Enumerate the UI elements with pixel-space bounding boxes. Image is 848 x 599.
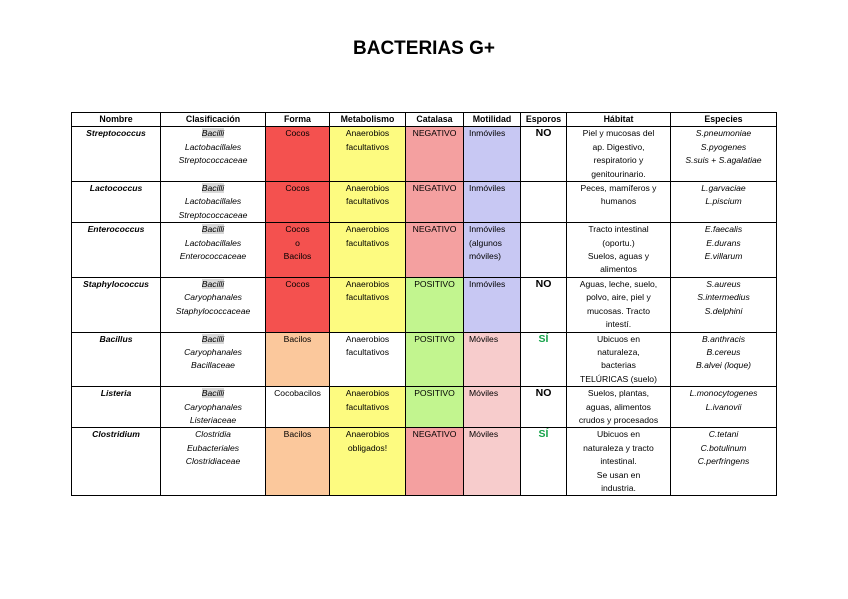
- motility-cell-line: Móviles: [469, 333, 499, 344]
- species-cell-line: C.perfringens: [697, 456, 750, 467]
- habitat-cell-line: polvo, aire, piel y: [586, 292, 651, 303]
- genus-name: Streptococcus: [72, 127, 161, 182]
- habitat-cell: [567, 387, 671, 428]
- classification-cell: [161, 332, 266, 387]
- motility-cell: [464, 332, 521, 387]
- species-cell-line: L.piscium: [705, 196, 742, 207]
- metabolism-cell: [330, 277, 406, 332]
- habitat-cell-line: Se usan en: [596, 469, 641, 480]
- habitat-cell-line: humanos: [600, 196, 637, 207]
- motility-cell: [464, 127, 521, 182]
- genus-name: Listeria: [72, 387, 161, 428]
- species-cell: [671, 223, 777, 278]
- habitat-cell-line: alimentos: [600, 264, 637, 275]
- habitat-cell-line: intestí.: [605, 319, 632, 330]
- habitat-cell-line: Suelos, plantas,: [587, 388, 650, 399]
- metabolism-cell-line: Anaerobios: [345, 278, 390, 289]
- page-title: BACTERIAS G+: [353, 38, 495, 59]
- species-cell: [671, 277, 777, 332]
- catalase-cell: POSITIVO: [406, 332, 464, 387]
- shape-cell: [266, 332, 330, 387]
- classification-cell: [161, 182, 266, 223]
- classification-cell-line: Bacilli: [201, 333, 225, 344]
- catalase-cell: POSITIVO: [406, 277, 464, 332]
- spores-cell: SÍ: [521, 428, 567, 496]
- column-header: Motilidad: [464, 113, 521, 127]
- shape-cell: [266, 387, 330, 428]
- catalase-cell: NEGATIVO: [406, 428, 464, 496]
- species-cell-line: S.pneumoniae: [695, 128, 752, 139]
- spores-cell: [521, 223, 567, 278]
- species-cell: [671, 182, 777, 223]
- table-row: [72, 223, 777, 278]
- spores-cell: [521, 182, 567, 223]
- table-row: [72, 127, 777, 182]
- spores-cell: NO: [521, 127, 567, 182]
- metabolism-cell-line: Anaerobios: [345, 183, 390, 194]
- habitat-cell-line: TELÚRICAS (suelo): [580, 373, 657, 384]
- classification-cell-line: Streptococcaceae: [178, 155, 248, 166]
- motility-cell-line: (algunos: [469, 237, 502, 248]
- species-cell-line: E.durans: [706, 237, 741, 248]
- metabolism-cell: [330, 428, 406, 496]
- motility-cell-line: Inmóviles: [469, 128, 506, 139]
- metabolism-cell-line: facultativos: [346, 346, 389, 357]
- species-cell: [671, 332, 777, 387]
- genus-name: Enterococcus: [72, 223, 161, 278]
- habitat-cell: [567, 332, 671, 387]
- genus-name: Staphylococcus: [72, 277, 161, 332]
- classification-cell-line: Clostridiaceae: [185, 456, 241, 467]
- classification-cell-line: Enterococcaceae: [179, 251, 247, 262]
- metabolism-cell: [330, 182, 406, 223]
- motility-cell: [464, 387, 521, 428]
- species-cell-line: B.cereus: [706, 346, 741, 357]
- table-row: [72, 332, 777, 387]
- classification-cell-line: Bacilli: [201, 224, 225, 235]
- species-cell-line: S.aureus: [706, 278, 741, 289]
- column-header: Catalasa: [406, 113, 464, 127]
- shape-cell-line: Bacilos: [283, 429, 312, 440]
- species-cell-line: B.anthracis: [702, 333, 745, 344]
- table-row: [72, 182, 777, 223]
- species-cell-line: E.faecalis: [704, 224, 743, 235]
- classification-cell: [161, 428, 266, 496]
- classification-cell-line: Lactobacillales: [184, 196, 242, 207]
- species-cell-line: B.alvei (loque): [696, 360, 751, 371]
- species-cell-line: L.garvaciae: [701, 183, 746, 194]
- spores-cell: NO: [521, 387, 567, 428]
- habitat-cell-line: Piel y mucosas del: [582, 128, 655, 139]
- motility-cell-line: móviles): [469, 251, 501, 262]
- species-cell-line: E.villarum: [704, 251, 743, 262]
- metabolism-cell-line: Anaerobios: [345, 333, 390, 344]
- habitat-cell-line: mucosas. Tracto: [586, 305, 651, 316]
- species-cell-line: S.pyogenes: [700, 141, 747, 152]
- shape-cell: [266, 428, 330, 496]
- metabolism-cell: [330, 223, 406, 278]
- catalase-cell: POSITIVO: [406, 387, 464, 428]
- header-row: [72, 113, 777, 127]
- catalase-cell: NEGATIVO: [406, 127, 464, 182]
- table-row: [72, 387, 777, 428]
- catalase-cell: NEGATIVO: [406, 182, 464, 223]
- classification-cell-line: Caryophanales: [184, 292, 242, 303]
- spores-cell: SÍ: [521, 332, 567, 387]
- species-cell-line: L.monocytogenes: [689, 388, 758, 399]
- column-header: Hábitat: [567, 113, 671, 127]
- table-row: [72, 428, 777, 496]
- classification-cell: [161, 387, 266, 428]
- table-row: [72, 277, 777, 332]
- classification-cell: [161, 223, 266, 278]
- genus-name: Bacillus: [72, 332, 161, 387]
- metabolism-cell-line: obligados!: [347, 442, 388, 453]
- column-header: Esporos: [521, 113, 567, 127]
- motility-cell-line: Inmóviles: [469, 183, 506, 194]
- habitat-cell: [567, 127, 671, 182]
- habitat-cell-line: ap. Digestivo,: [592, 141, 645, 152]
- bacteria-table: [71, 112, 777, 496]
- metabolism-cell-line: facultativos: [346, 237, 389, 248]
- classification-cell-line: Caryophanales: [184, 346, 242, 357]
- metabolism-cell-line: facultativos: [346, 401, 389, 412]
- species-cell-line: C.botulinum: [700, 442, 747, 453]
- classification-cell-line: Bacilli: [201, 388, 225, 399]
- habitat-cell-line: naturaleza y tracto: [583, 442, 654, 453]
- habitat-cell-line: respiratorio y: [593, 155, 644, 166]
- classification-cell: [161, 277, 266, 332]
- genus-name: Clostridium: [72, 428, 161, 496]
- species-cell-line: C.tetani: [708, 429, 739, 440]
- metabolism-cell: [330, 127, 406, 182]
- metabolism-cell-line: Anaerobios: [345, 128, 390, 139]
- habitat-cell-line: intestinal.: [600, 456, 637, 467]
- classification-cell-line: Lactobacillales: [184, 141, 242, 152]
- shape-cell-line: Bacilos: [283, 333, 312, 344]
- habitat-cell-line: crudos y procesados: [578, 414, 659, 425]
- species-cell: [671, 428, 777, 496]
- shape-cell-line: Cocos: [285, 183, 310, 194]
- spores-cell: NO: [521, 277, 567, 332]
- column-header: Forma: [266, 113, 330, 127]
- catalase-cell: NEGATIVO: [406, 223, 464, 278]
- metabolism-cell-line: facultativos: [346, 196, 389, 207]
- species-cell-line: S.delphini: [704, 305, 743, 316]
- habitat-cell-line: industria.: [601, 482, 636, 493]
- habitat-cell-line: Suelos, aguas y: [587, 251, 650, 262]
- genus-name: Lactococcus: [72, 182, 161, 223]
- motility-cell: [464, 277, 521, 332]
- habitat-cell: [567, 277, 671, 332]
- metabolism-cell-line: Anaerobios: [345, 388, 390, 399]
- classification-cell-line: Bacilli: [201, 183, 225, 194]
- classification-cell-line: Caryophanales: [184, 401, 242, 412]
- motility-cell: [464, 223, 521, 278]
- classification-cell-line: Lactobacillales: [184, 237, 242, 248]
- classification-cell-line: Listeriaceae: [189, 414, 237, 425]
- habitat-cell-line: Ubicuos en: [597, 429, 640, 440]
- habitat-cell: [567, 182, 671, 223]
- metabolism-cell: [330, 387, 406, 428]
- species-cell: [671, 387, 777, 428]
- classification-cell-line: Bacillaceae: [191, 360, 235, 371]
- classification-cell-line: Streptococcaceae: [178, 209, 248, 220]
- species-cell: [671, 127, 777, 182]
- motility-cell-line: Inmóviles: [469, 224, 506, 235]
- species-cell-line: S.intermedius: [697, 292, 750, 303]
- classification-cell-line: Staphylococcaceae: [175, 305, 251, 316]
- classification-cell-line: Bacilli: [201, 128, 225, 139]
- metabolism-cell-line: Anaerobios: [345, 429, 390, 440]
- classification-cell: [161, 127, 266, 182]
- habitat-cell-line: bacterias: [601, 360, 636, 371]
- habitat-cell-line: naturaleza,: [597, 346, 640, 357]
- column-header: Especies: [671, 113, 777, 127]
- classification-cell-line: Clostridia: [195, 429, 231, 440]
- shape-cell: [266, 277, 330, 332]
- habitat-cell-line: aguas, alimentos: [586, 401, 651, 412]
- metabolism-cell-line: facultativos: [346, 141, 389, 152]
- species-cell-line: S.suis + S.agalatiae: [685, 155, 762, 166]
- table-body: [72, 127, 777, 496]
- motility-cell: [464, 182, 521, 223]
- motility-cell-line: Inmóviles: [469, 278, 506, 289]
- shape-cell: [266, 182, 330, 223]
- motility-cell-line: Móviles: [469, 388, 499, 399]
- habitat-cell-line: genitourinario.: [591, 168, 646, 179]
- habitat-cell-line: Aguas, leche, suelo,: [579, 278, 658, 289]
- habitat-cell-line: (oportu.): [602, 237, 635, 248]
- shape-cell-line: o: [295, 237, 300, 248]
- column-header: Clasificación: [161, 113, 266, 127]
- habitat-cell: [567, 428, 671, 496]
- metabolism-cell-line: facultativos: [346, 292, 389, 303]
- shape-cell: [266, 127, 330, 182]
- column-header: Metabolismo: [330, 113, 406, 127]
- motility-cell-line: Móviles: [469, 429, 499, 440]
- species-cell-line: L.ivanovii: [705, 401, 742, 412]
- shape-cell-line: Cocos: [285, 128, 310, 139]
- classification-cell-line: Bacilli: [201, 278, 225, 289]
- shape-cell: [266, 223, 330, 278]
- habitat-cell-line: Ubicuos en: [597, 333, 640, 344]
- habitat-cell-line: Tracto intestinal: [588, 224, 649, 235]
- habitat-cell-line: Peces, mamíferos y: [580, 183, 657, 194]
- column-header: Nombre: [72, 113, 161, 127]
- metabolism-cell-line: Anaerobios: [345, 224, 390, 235]
- classification-cell-line: Eubacteriales: [186, 442, 240, 453]
- shape-cell-line: Cocobacilos: [274, 388, 321, 399]
- metabolism-cell: [330, 332, 406, 387]
- shape-cell-line: Bacilos: [283, 251, 312, 262]
- shape-cell-line: Cocos: [285, 224, 310, 235]
- motility-cell: [464, 428, 521, 496]
- habitat-cell: [567, 223, 671, 278]
- shape-cell-line: Cocos: [285, 278, 310, 289]
